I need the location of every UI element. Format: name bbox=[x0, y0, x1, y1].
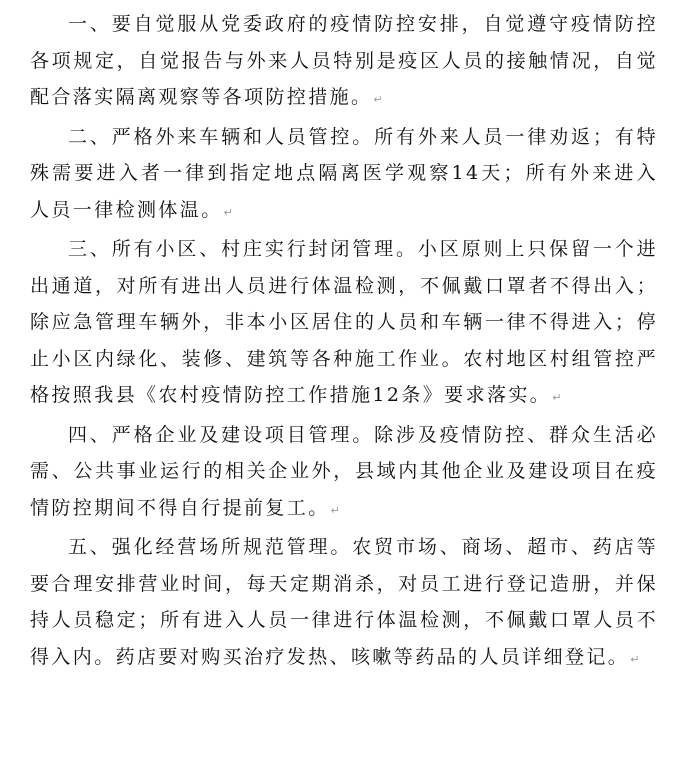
paragraph-mark-icon: ↵ bbox=[330, 503, 340, 517]
document-body bbox=[30, 0, 658, 678]
paragraph-3-text: 三、所有小区、村庄实行封闭管理。小区原则上只保留一个进出通道，对所有进出人员进行体温检测，不佩戴口罩者不得出入；除应急管理车辆外，非本小区居住的人员和车辆一律不得进入；停止小区内绿化、装修、建筑等各种施工作业。农村地区村组管控严格按照我县《农村疫情防控工作措施12条》要求落实。 bbox=[30, 238, 658, 406]
paragraph-mark-icon: ↵ bbox=[223, 205, 233, 219]
paragraph-4 bbox=[30, 417, 658, 530]
paragraph-1-text: 一、要自觉服从党委政府的疫情防控安排，自觉遵守疫情防控各项规定，自觉报告与外来人员特别是疫区人员的接触情况，自觉配合落实隔离观察等各项防控措施。 bbox=[30, 13, 658, 108]
paragraph-2 bbox=[30, 119, 658, 232]
paragraph-5-text: 五、强化经营场所规范管理。农贸市场、商场、超市、药店等要合理安排营业时间，每天定期消杀，对员工进行登记造册，并保持人员稳定；所有进入人员一律进行体温检测，不佩戴口罩人员不得入内。药店要对购买治疗发热、咳嗽等药品的人员详细登记。 bbox=[30, 536, 658, 668]
paragraph-mark-icon: ↵ bbox=[630, 652, 640, 666]
paragraph-2-text: 二、严格外来车辆和人员管控。所有外来人员一律劝返；有特殊需要进入者一律到指定地点隔离医学观察14天；所有外来进入人员一律检测体温。 bbox=[30, 125, 658, 221]
paragraph-mark-icon: ↵ bbox=[373, 93, 383, 106]
paragraph-mark-icon: ↵ bbox=[552, 391, 562, 404]
paragraph-3 bbox=[30, 231, 658, 417]
paragraph-4-text: 四、严格企业及建设项目管理。除涉及疫情防控、群众生活必需、公共事业运行的相关企业外，县域内其他企业及建设项目在疫情防控期间不得自行提前复工。 bbox=[30, 423, 658, 519]
paragraph-5 bbox=[30, 529, 658, 678]
paragraph-1 bbox=[30, 6, 658, 119]
